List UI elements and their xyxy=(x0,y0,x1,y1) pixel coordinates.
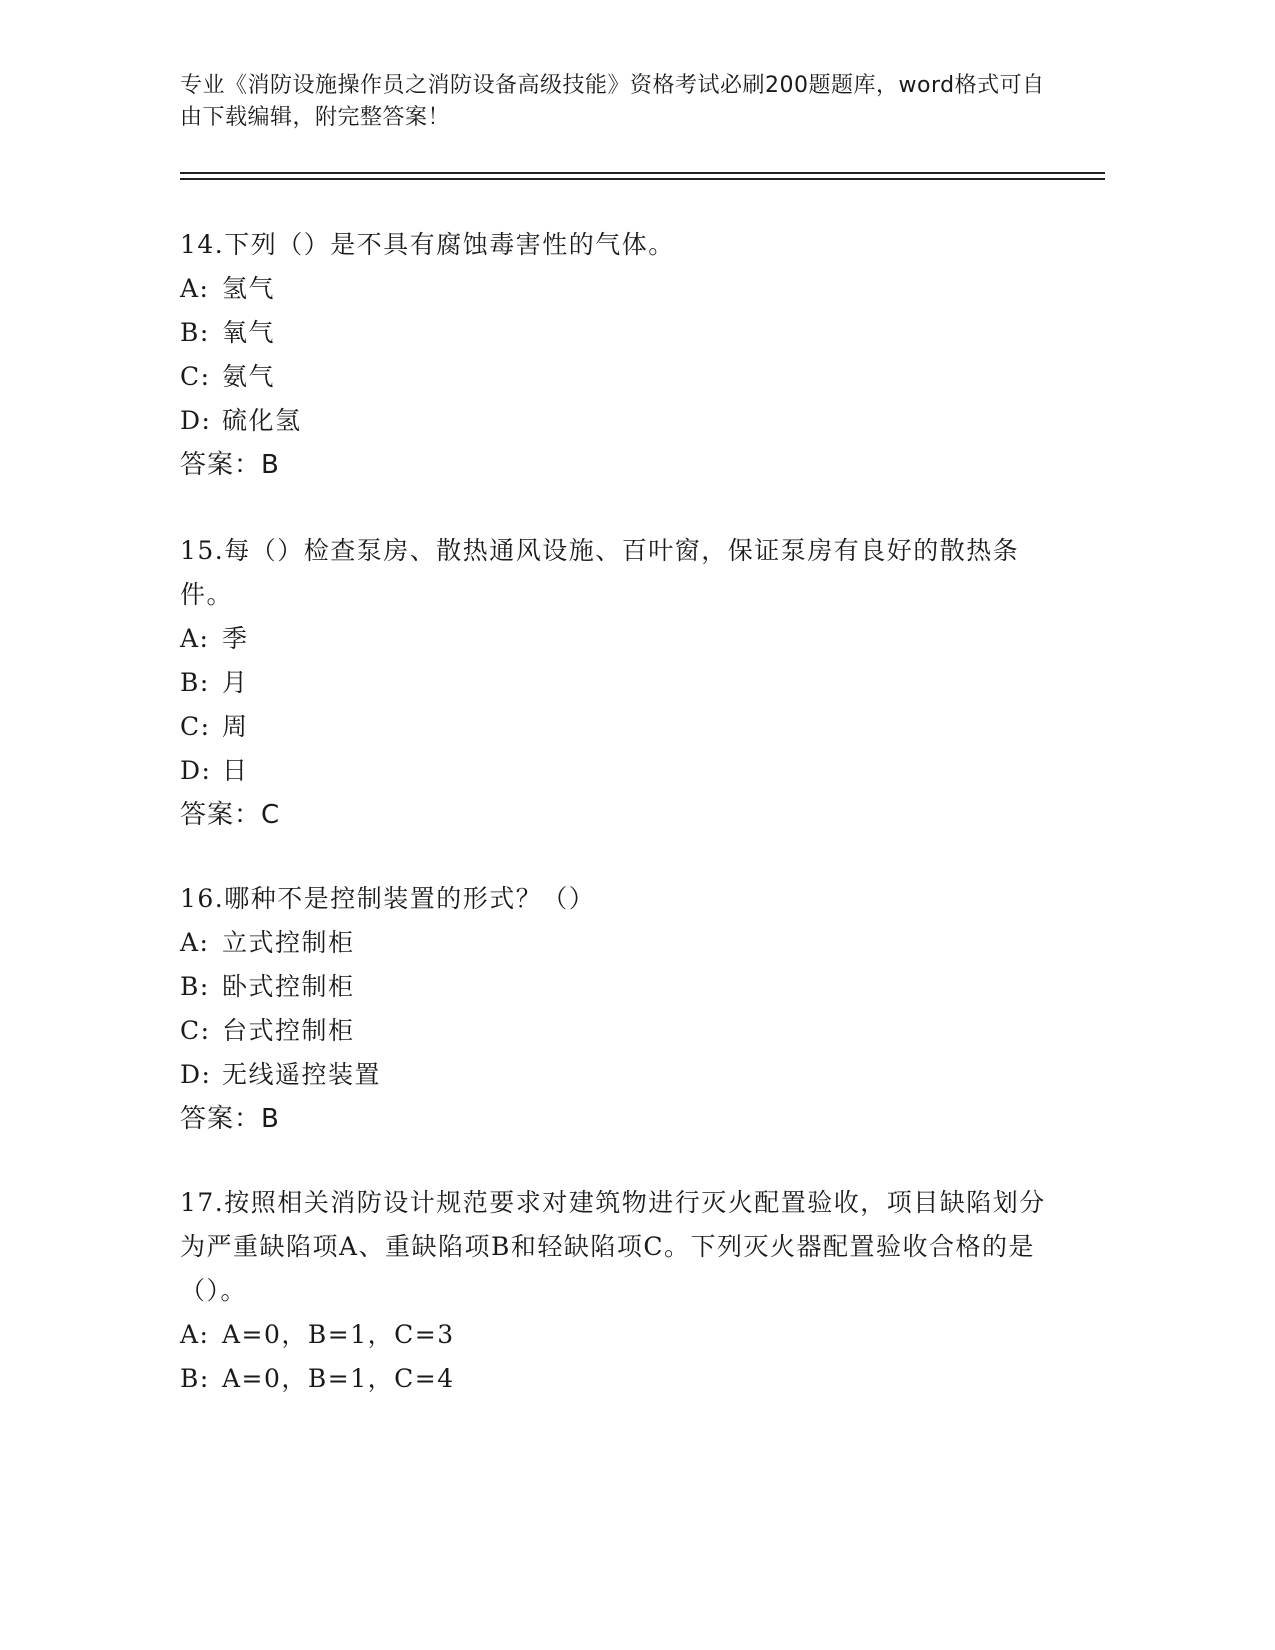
option-letter: B: xyxy=(180,318,210,347)
option-letter: C: xyxy=(180,362,211,391)
option-a xyxy=(180,267,1050,311)
option-letter: B: xyxy=(180,668,210,697)
option-b xyxy=(180,1357,1050,1401)
option-c xyxy=(180,355,1050,399)
option-d xyxy=(180,1053,1050,1097)
header-divider-bottom xyxy=(180,178,1105,180)
question-stem: 15.每（）检查泵房、散热通风设施、百叶窗，保证泵房有良好的散热条件。 xyxy=(180,536,1020,609)
option-a xyxy=(180,617,1050,661)
question-stem: 16.哪种不是控制装置的形式？（） xyxy=(180,884,596,913)
option-letter: A: xyxy=(180,928,210,957)
question-stem: 14.下列（）是不具有腐蚀毒害性的气体。 xyxy=(180,230,675,259)
answer-line: 答案：B xyxy=(180,450,280,480)
option-text: 月 xyxy=(222,668,249,697)
option-letter: D: xyxy=(180,1060,212,1089)
option-text: 台式控制柜 xyxy=(222,1016,355,1045)
option-text: A=0，B=1，C=3 xyxy=(222,1320,455,1349)
option-b xyxy=(180,965,1050,1009)
option-text: 氢气 xyxy=(222,274,276,303)
option-letter: B: xyxy=(180,1364,210,1393)
option-a xyxy=(180,1313,1050,1357)
option-letter: C: xyxy=(180,1016,211,1045)
option-d xyxy=(180,399,1050,443)
option-c xyxy=(180,705,1050,749)
answer-line: 答案：C xyxy=(180,800,281,830)
option-b xyxy=(180,311,1050,355)
option-text: 卧式控制柜 xyxy=(222,972,355,1001)
option-text: A=0，B=1，C=4 xyxy=(222,1364,455,1393)
option-text: 无线遥控装置 xyxy=(222,1060,382,1089)
option-text: 立式控制柜 xyxy=(222,928,355,957)
option-text: 硫化氢 xyxy=(222,406,302,435)
option-a xyxy=(180,921,1050,965)
question-16 xyxy=(180,877,1050,1141)
option-c xyxy=(180,1009,1050,1053)
option-letter: D: xyxy=(180,406,212,435)
header-divider-top xyxy=(180,172,1105,174)
option-text: 氨气 xyxy=(222,362,276,391)
option-letter: D: xyxy=(180,756,212,785)
question-14 xyxy=(180,223,1050,487)
option-letter: A: xyxy=(180,1320,210,1349)
answer-line: 答案：B xyxy=(180,1104,280,1134)
question-17 xyxy=(180,1181,1050,1401)
option-d xyxy=(180,749,1050,793)
document-intro: 专业《消防设施操作员之消防设备高级技能》资格考试必刷200题题库，word格式可自由下载编辑，附完整答案！ xyxy=(180,73,1045,130)
option-text: 日 xyxy=(222,756,249,785)
option-letter: A: xyxy=(180,274,210,303)
question-stem: 17.按照相关消防设计规范要求对建筑物进行灭火配置验收，项目缺陷划分为严重缺陷项A、重缺陷项B和轻缺陷项C。下列灭火器配置验收合格的是（）。 xyxy=(180,1188,1046,1305)
option-text: 季 xyxy=(222,624,249,653)
option-text: 氧气 xyxy=(222,318,276,347)
option-letter: B: xyxy=(180,972,210,1001)
option-text: 周 xyxy=(222,712,249,741)
option-letter: A: xyxy=(180,624,210,653)
option-letter: C: xyxy=(180,712,211,741)
question-15 xyxy=(180,529,1050,837)
option-b xyxy=(180,661,1050,705)
